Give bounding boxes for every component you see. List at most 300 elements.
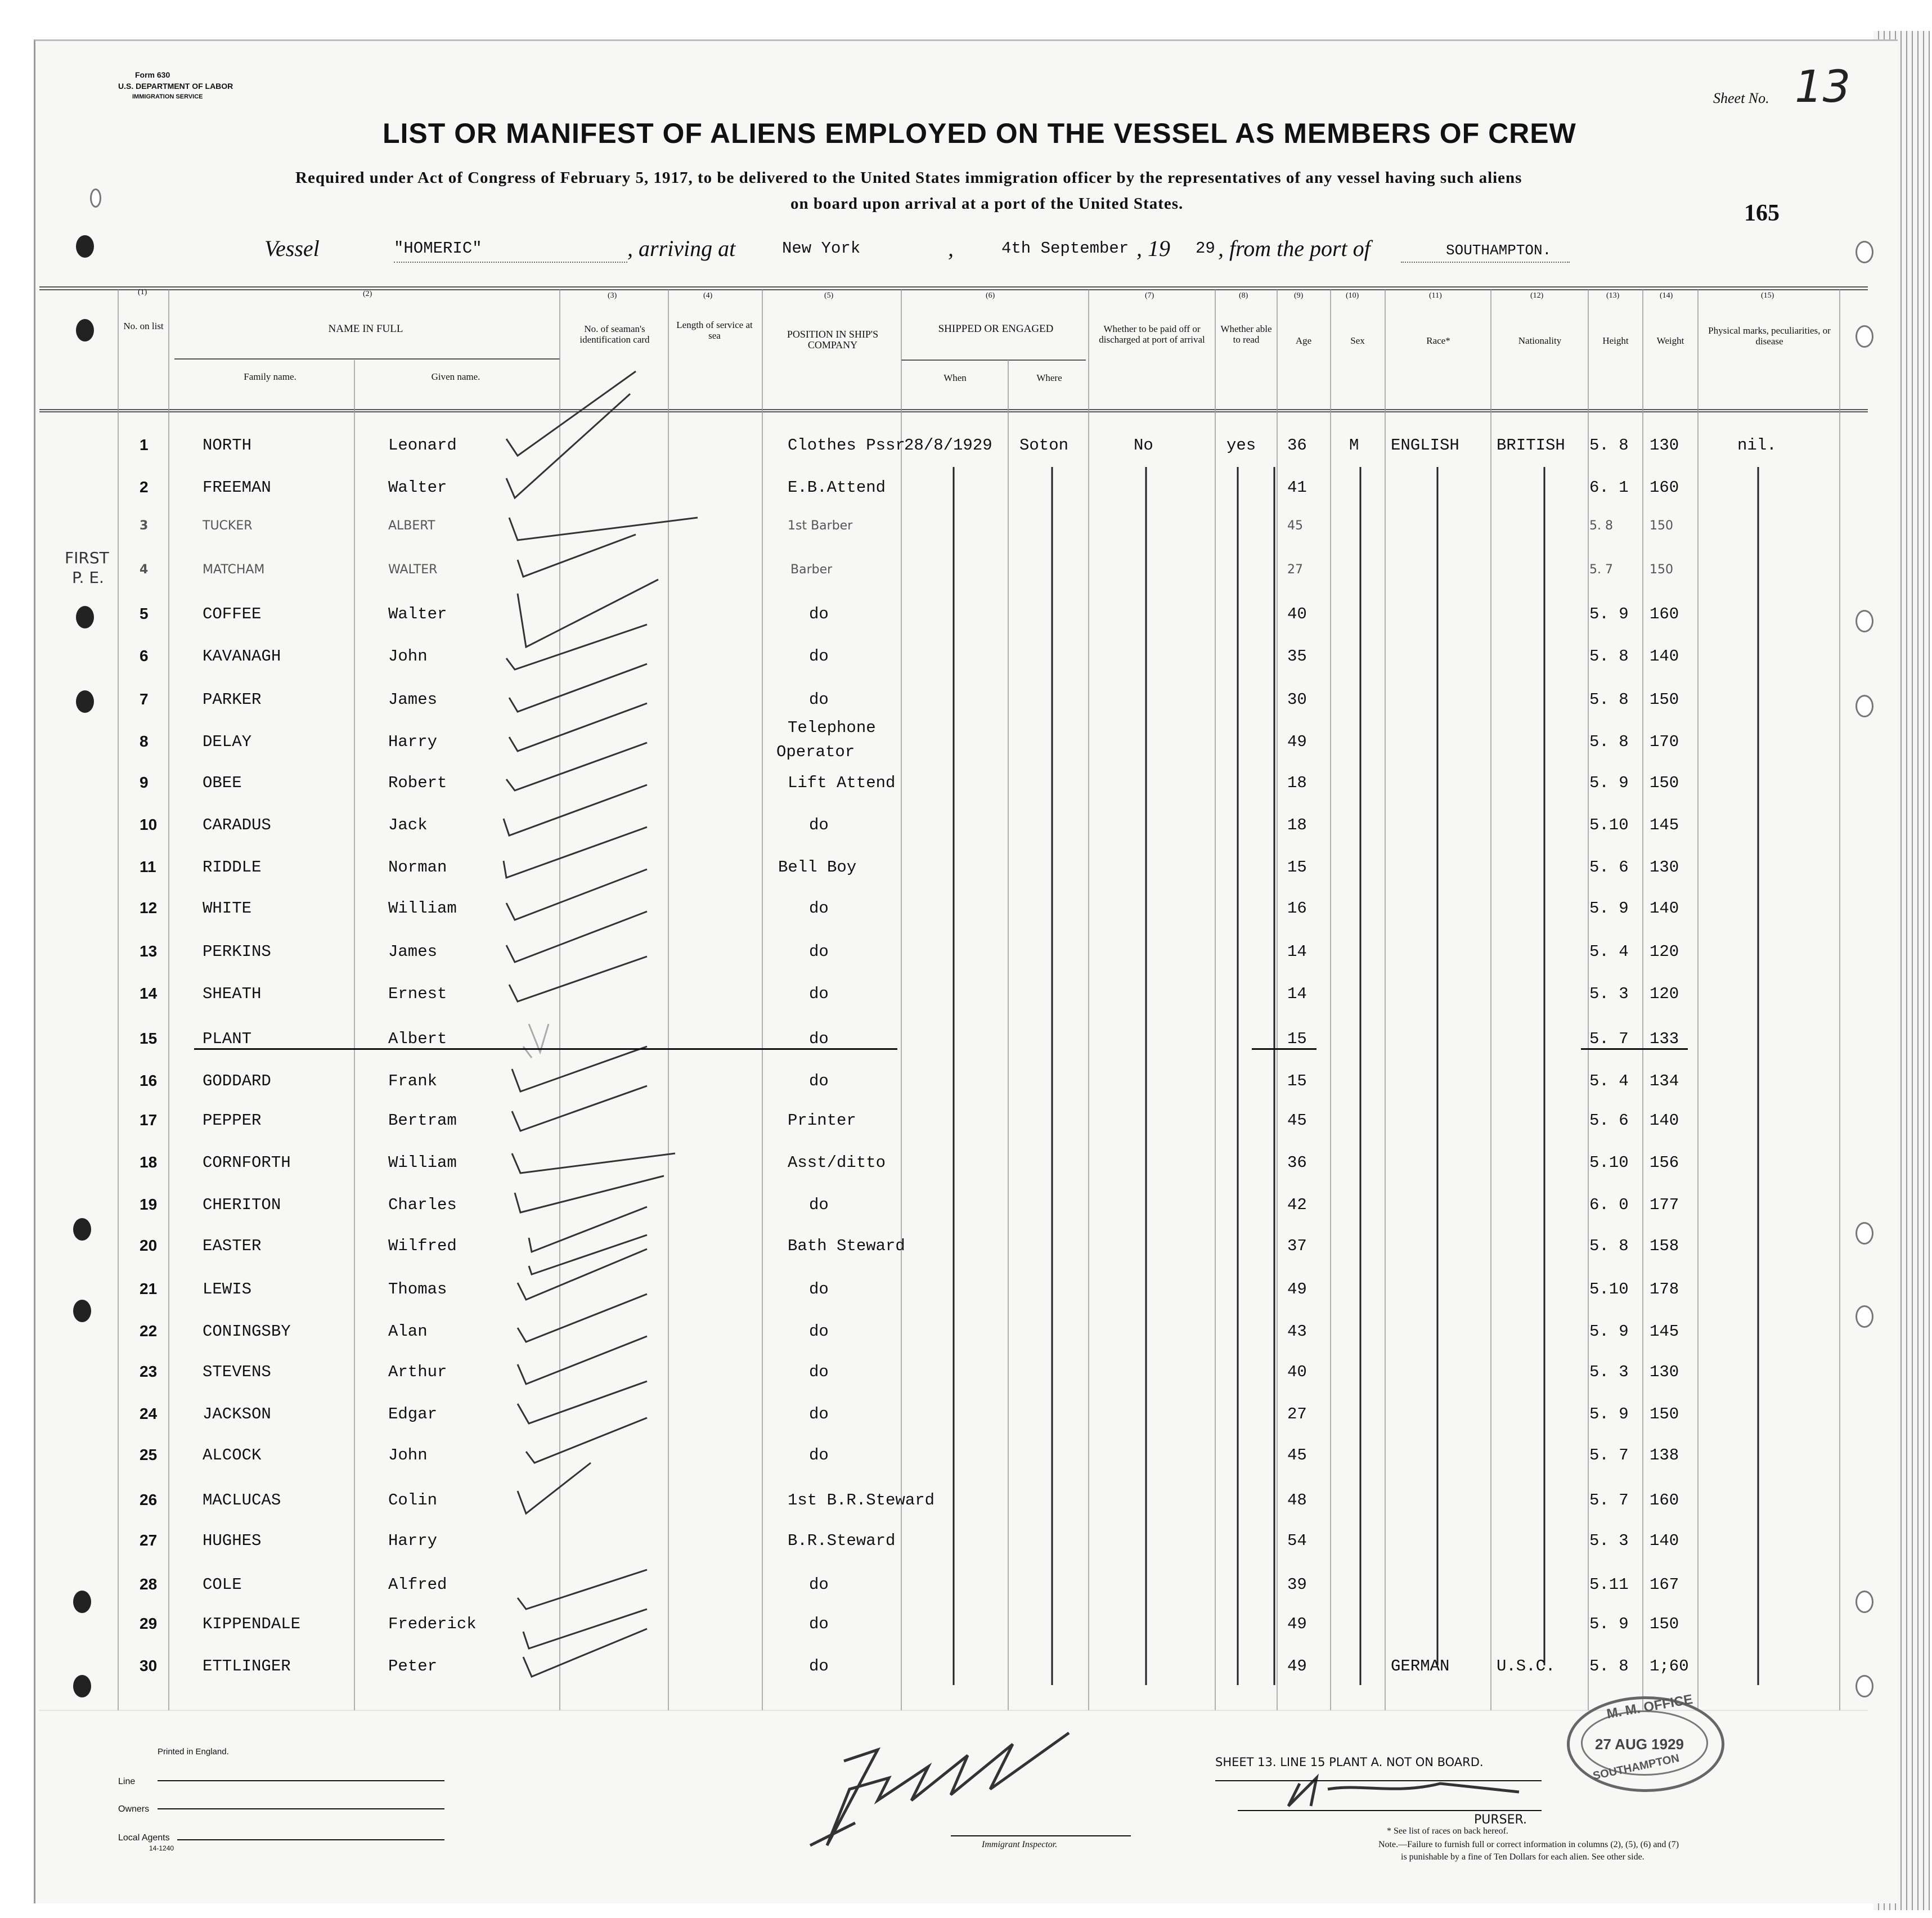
table-row bbox=[0, 1153, 1932, 1195]
cell-age: 14 bbox=[1287, 985, 1307, 1003]
header-when: When bbox=[943, 372, 967, 383]
cell-family: KAVANAGH bbox=[203, 647, 281, 666]
cell-weight: 150 bbox=[1650, 1405, 1679, 1423]
cell-age: 49 bbox=[1287, 1615, 1307, 1633]
cell-weight: 140 bbox=[1650, 1111, 1679, 1130]
header-given: Given name. bbox=[431, 371, 480, 382]
cell-family: PERKINS bbox=[203, 942, 271, 961]
cell-given: ALBERT bbox=[388, 519, 435, 533]
table-row bbox=[0, 816, 1932, 857]
cell-given: Jack bbox=[388, 816, 428, 834]
handwritten-note: SHEET 13. LINE 15 PLANT A. NOT ON BOARD. bbox=[1215, 1755, 1484, 1769]
cell-age: 15 bbox=[1287, 858, 1307, 877]
table-row bbox=[0, 1030, 1932, 1071]
cell-family: WHITE bbox=[203, 899, 252, 918]
col-number: (8) bbox=[1239, 291, 1248, 300]
fine-note-2: is punishable by a fine of Ten Dollars for each alien. See other side. bbox=[1401, 1852, 1645, 1862]
cell-given: Thomas bbox=[388, 1280, 447, 1299]
cell-position: do bbox=[809, 816, 829, 834]
cell-given: Peter bbox=[388, 1657, 438, 1676]
cell-age: 41 bbox=[1287, 478, 1307, 497]
cell-given: Robert bbox=[388, 774, 447, 792]
col-number: (7) bbox=[1145, 291, 1154, 300]
margin-note-first: FIRST bbox=[65, 549, 109, 567]
header-shipped: SHIPPED OR ENGAGED bbox=[938, 323, 1054, 335]
table-row bbox=[0, 1111, 1932, 1153]
cell-age: 45 bbox=[1287, 519, 1303, 533]
header-where: Where bbox=[1036, 372, 1062, 383]
cell-given: Wilfred bbox=[388, 1237, 457, 1255]
form-subtitle-1: Required under Act of Congress of February 5, 1917, to be delivered to the United States immigration officer by the representatives of any vessel having such aliens bbox=[295, 169, 1522, 187]
cell-age: 39 bbox=[1287, 1575, 1307, 1594]
cell-no: 12 bbox=[140, 899, 158, 917]
header-paid-off: Whether to be paid off or discharged at port of arrival bbox=[1099, 324, 1205, 345]
cell-weight: 150 bbox=[1650, 1615, 1679, 1633]
cell-position: do bbox=[809, 985, 829, 1003]
table-row bbox=[0, 519, 1932, 560]
cell-no: 22 bbox=[140, 1322, 158, 1340]
cell-family: JACKSON bbox=[203, 1405, 271, 1423]
cell-no: 2 bbox=[140, 478, 149, 496]
table-row bbox=[0, 605, 1932, 646]
sheet-number: 13 bbox=[1795, 62, 1851, 113]
col-number: (2) bbox=[363, 290, 372, 298]
cell-no: 17 bbox=[140, 1111, 158, 1129]
cell-weight: 134 bbox=[1650, 1072, 1679, 1090]
cell-position: Printer bbox=[788, 1111, 856, 1130]
table-row bbox=[0, 436, 1932, 478]
cell-height: 5. 9 bbox=[1589, 774, 1629, 792]
cell-age: 49 bbox=[1287, 733, 1307, 751]
cell-age: 16 bbox=[1287, 899, 1307, 918]
cell-family: TUCKER bbox=[203, 519, 253, 533]
cell-height: 6. 1 bbox=[1589, 478, 1629, 497]
table-row bbox=[0, 899, 1932, 941]
fine-note-1: Note.—Failure to furnish full or correct information in columns (2), (5), (6) and (7) bbox=[1378, 1840, 1679, 1849]
departure-port: SOUTHAMPTON. bbox=[1446, 242, 1552, 259]
cell-given: William bbox=[388, 899, 457, 918]
cell-age: 40 bbox=[1287, 1363, 1307, 1381]
header-name: NAME IN FULL bbox=[328, 323, 403, 335]
cell-given: Bertram bbox=[388, 1111, 457, 1130]
cell-family: COLE bbox=[203, 1575, 242, 1594]
cell-given: Leonard bbox=[388, 436, 457, 455]
cell-height: 5. 8 bbox=[1589, 647, 1629, 666]
cell-position: do bbox=[809, 899, 829, 918]
col-number: (1) bbox=[138, 288, 147, 297]
cell-position: Barber bbox=[790, 563, 833, 577]
cell-height: 5. 6 bbox=[1589, 1111, 1629, 1130]
cell-sex: M bbox=[1349, 436, 1359, 455]
table-row bbox=[0, 718, 1932, 774]
cell-height: 5. 7 bbox=[1589, 1030, 1629, 1048]
stamp-bottom: SOUTHAMPTON bbox=[1592, 1752, 1681, 1783]
cell-given: Colin bbox=[388, 1491, 438, 1510]
cell-position: Clothes Pssr bbox=[788, 436, 905, 455]
table-row bbox=[0, 1237, 1932, 1278]
cell-weight: 177 bbox=[1650, 1196, 1679, 1214]
cell-family: RIDDLE bbox=[203, 858, 262, 877]
form-subtitle-2: on board upon arrival at a port of the United States. bbox=[790, 195, 1184, 213]
cell-position: do bbox=[809, 1446, 829, 1465]
col-number: (10) bbox=[1346, 291, 1359, 300]
cell-given: Alan bbox=[388, 1322, 428, 1341]
arriving-label: , arriving at bbox=[627, 236, 736, 261]
service: IMMIGRATION SERVICE bbox=[132, 93, 203, 100]
col-number: (14) bbox=[1660, 291, 1673, 300]
cell-height: 5. 4 bbox=[1589, 1072, 1629, 1090]
table-row bbox=[0, 858, 1932, 900]
cell-position: Lift Attend bbox=[788, 774, 896, 792]
cell-no: 10 bbox=[140, 816, 158, 833]
cell-position: Bath Steward bbox=[788, 1237, 905, 1255]
cell-family: CORNFORTH bbox=[203, 1153, 291, 1172]
cell-family: DELAY bbox=[203, 733, 252, 751]
cell-weight: 170 bbox=[1650, 733, 1679, 751]
cell-position-line2: Operator bbox=[776, 743, 855, 761]
cell-position: do bbox=[809, 1615, 829, 1633]
strike-line bbox=[194, 1048, 897, 1050]
table-row bbox=[0, 478, 1932, 520]
cell-height: 5. 7 bbox=[1589, 563, 1613, 577]
cell-weight: 150 bbox=[1650, 519, 1673, 533]
cell-age: 35 bbox=[1287, 647, 1307, 666]
comma: , bbox=[948, 236, 954, 261]
cell-height: 5.10 bbox=[1589, 1153, 1629, 1172]
cell-height: 5. 4 bbox=[1589, 942, 1629, 961]
col-number: (11) bbox=[1429, 291, 1442, 300]
cell-given: James bbox=[388, 942, 438, 961]
cell-family: ETTLINGER bbox=[203, 1657, 291, 1676]
cell-given: Walter bbox=[388, 605, 447, 623]
table-row bbox=[0, 1322, 1932, 1364]
cell-family: NORTH bbox=[203, 436, 252, 455]
cell-position: do bbox=[809, 1196, 829, 1214]
cell-weight: 156 bbox=[1650, 1153, 1679, 1172]
cell-age: 49 bbox=[1287, 1280, 1307, 1299]
cell-given: Arthur bbox=[388, 1363, 447, 1381]
table-row bbox=[0, 1491, 1932, 1533]
cell-age: 45 bbox=[1287, 1446, 1307, 1465]
cell-marks: nil. bbox=[1737, 436, 1777, 455]
stamp-date: 27 AUG 1929 bbox=[1595, 1736, 1684, 1753]
cell-no: 15 bbox=[140, 1030, 158, 1047]
department: U.S. DEPARTMENT OF LABOR bbox=[118, 82, 233, 91]
header-id-card: No. of seaman's identification card bbox=[579, 324, 650, 345]
cell-given: James bbox=[388, 690, 438, 709]
cell-weight: 167 bbox=[1650, 1575, 1679, 1594]
cell-weight: 150 bbox=[1650, 690, 1679, 709]
col-number: (13) bbox=[1606, 291, 1620, 300]
cell-family: KIPPENDALE bbox=[203, 1615, 301, 1633]
cell-weight: 138 bbox=[1650, 1446, 1679, 1465]
cell-height: 5. 3 bbox=[1589, 985, 1629, 1003]
cell-position: do bbox=[809, 647, 829, 666]
cell-height: 6. 0 bbox=[1589, 1196, 1629, 1214]
cell-age: 27 bbox=[1287, 1405, 1307, 1423]
purser-label: PURSER. bbox=[1474, 1813, 1527, 1827]
table-row bbox=[0, 690, 1932, 732]
cell-nat: BRITISH bbox=[1497, 436, 1565, 455]
cell-age: 27 bbox=[1287, 563, 1303, 577]
cell-height: 5. 9 bbox=[1589, 1405, 1629, 1423]
cell-weight: 145 bbox=[1650, 1322, 1679, 1341]
arrival-date: 4th September bbox=[1001, 239, 1129, 258]
cell-no: 1 bbox=[140, 436, 149, 453]
header-age: Age bbox=[1295, 335, 1312, 346]
cell-position: do bbox=[809, 1405, 829, 1423]
table-row bbox=[0, 1405, 1932, 1447]
form-code: 14-1240 bbox=[149, 1844, 174, 1852]
cell-weight: 145 bbox=[1650, 816, 1679, 834]
cell-family: SHEATH bbox=[203, 985, 262, 1003]
cell-weight: 140 bbox=[1650, 647, 1679, 666]
cell-no: 29 bbox=[140, 1615, 158, 1632]
header-weight: Weight bbox=[1656, 335, 1684, 346]
strike-line bbox=[1581, 1048, 1688, 1050]
cell-age: 48 bbox=[1287, 1491, 1307, 1510]
from-label: , from the port of bbox=[1218, 236, 1371, 261]
cell-height: 5.10 bbox=[1589, 816, 1629, 834]
col-number: (4) bbox=[703, 291, 713, 300]
cell-family: MACLUCAS bbox=[203, 1491, 281, 1510]
cell-weight: 160 bbox=[1650, 1491, 1679, 1510]
col-number: (15) bbox=[1761, 291, 1774, 300]
cell-given: Ernest bbox=[388, 985, 447, 1003]
header-sex: Sex bbox=[1350, 335, 1365, 346]
table-row bbox=[0, 1531, 1932, 1573]
cell-no: 27 bbox=[140, 1531, 158, 1549]
cell-no: 9 bbox=[140, 774, 149, 791]
races-note: * See list of races on back hereof. bbox=[1387, 1826, 1508, 1836]
cell-given: William bbox=[388, 1153, 457, 1172]
cell-position: do bbox=[809, 605, 829, 623]
cell-age: 18 bbox=[1287, 774, 1307, 792]
cell-family: CONINGSBY bbox=[203, 1322, 291, 1341]
cell-age: 36 bbox=[1287, 1153, 1307, 1172]
cell-family: HUGHES bbox=[203, 1531, 262, 1550]
cell-weight: 130 bbox=[1650, 858, 1679, 877]
header-read: Whether able to read bbox=[1220, 324, 1272, 345]
cell-height: 5. 8 bbox=[1589, 436, 1629, 455]
cell-position: Telephone bbox=[788, 718, 876, 737]
table-row bbox=[0, 774, 1932, 815]
sheet-label: Sheet No. bbox=[1713, 90, 1769, 106]
cell-read: yes bbox=[1226, 436, 1256, 455]
cell-age: 43 bbox=[1287, 1322, 1307, 1341]
cell-age: 49 bbox=[1287, 1657, 1307, 1676]
cell-height: 5. 8 bbox=[1589, 519, 1613, 533]
cell-weight: 150 bbox=[1650, 774, 1679, 792]
form-number: Form 630 bbox=[135, 70, 170, 79]
owners-label: Owners bbox=[118, 1804, 150, 1814]
inspector-label: Immigrant Inspector. bbox=[982, 1840, 1058, 1849]
cell-position: E.B.Attend bbox=[788, 478, 886, 497]
cell-given: Walter bbox=[388, 478, 447, 497]
cell-age: 42 bbox=[1287, 1196, 1307, 1214]
cell-family: PEPPER bbox=[203, 1111, 262, 1130]
arrival-year: 29 bbox=[1196, 239, 1215, 258]
table-row bbox=[0, 647, 1932, 689]
cell-no: 6 bbox=[140, 647, 149, 664]
cell-weight: 120 bbox=[1650, 942, 1679, 961]
cell-weight: 133 bbox=[1650, 1030, 1679, 1048]
header-family: Family name. bbox=[244, 371, 296, 382]
col-number: (5) bbox=[824, 291, 834, 300]
cell-height: 5. 9 bbox=[1589, 899, 1629, 918]
cell-weight: 140 bbox=[1650, 1531, 1679, 1550]
cell-family: GODDARD bbox=[203, 1072, 271, 1090]
cell-age: 45 bbox=[1287, 1111, 1307, 1130]
cell-weight: 160 bbox=[1650, 605, 1679, 623]
cell-no: 21 bbox=[140, 1280, 158, 1297]
cell-family: CHERITON bbox=[203, 1196, 281, 1214]
cell-race: GERMAN bbox=[1391, 1657, 1450, 1676]
table-row bbox=[0, 1615, 1932, 1656]
cell-height: 5. 8 bbox=[1589, 733, 1629, 751]
cell-paid: No bbox=[1134, 436, 1153, 455]
cell-age: 54 bbox=[1287, 1531, 1307, 1550]
cell-position: do bbox=[809, 1657, 829, 1676]
cell-no: 11 bbox=[140, 858, 156, 875]
arrival-port: New York bbox=[782, 239, 861, 258]
col-number: (6) bbox=[986, 291, 995, 300]
page-number: 165 bbox=[1744, 200, 1780, 226]
cell-height: 5. 8 bbox=[1589, 690, 1629, 709]
cell-weight: 158 bbox=[1650, 1237, 1679, 1255]
cell-given: Harry bbox=[388, 1531, 438, 1550]
cell-height: 5. 6 bbox=[1589, 858, 1629, 877]
cell-position: Bell Boy bbox=[778, 858, 857, 877]
cell-position: 1st B.R.Steward bbox=[788, 1491, 935, 1510]
cell-given: Harry bbox=[388, 733, 438, 751]
cell-height: 5. 8 bbox=[1589, 1237, 1629, 1255]
line-label: Line bbox=[118, 1777, 136, 1786]
cell-age: 36 bbox=[1287, 436, 1307, 455]
stamp-top: M. M. OFFICE bbox=[1605, 1691, 1694, 1722]
cell-given: John bbox=[388, 647, 428, 666]
cell-position: do bbox=[809, 1280, 829, 1299]
cell-height: 5. 3 bbox=[1589, 1531, 1629, 1550]
cell-height: 5.10 bbox=[1589, 1280, 1629, 1299]
table-row bbox=[0, 1196, 1932, 1237]
cell-weight: 150 bbox=[1650, 563, 1673, 577]
table-row bbox=[0, 1363, 1932, 1404]
cell-no: 25 bbox=[140, 1446, 158, 1463]
cell-given: Frederick bbox=[388, 1615, 477, 1633]
table-row bbox=[0, 985, 1932, 1026]
printed-note: Printed in England. bbox=[158, 1747, 229, 1757]
cell-no: 30 bbox=[140, 1657, 158, 1674]
table-row bbox=[0, 1575, 1932, 1617]
vessel-name: "HOMERIC" bbox=[394, 239, 482, 258]
col-number: (3) bbox=[608, 291, 617, 300]
cell-when: 28/8/1929 bbox=[904, 436, 992, 455]
cell-race: ENGLISH bbox=[1391, 436, 1459, 455]
cell-no: 13 bbox=[140, 942, 158, 960]
cell-no: 3 bbox=[140, 519, 149, 533]
strike-line bbox=[1252, 1048, 1317, 1050]
cell-height: 5. 7 bbox=[1589, 1491, 1629, 1510]
col-number: (9) bbox=[1294, 291, 1304, 300]
cell-height: 5. 7 bbox=[1589, 1446, 1629, 1465]
cell-no: 24 bbox=[140, 1405, 158, 1422]
cell-given: Edgar bbox=[388, 1405, 438, 1423]
cell-height: 5. 8 bbox=[1589, 1657, 1629, 1676]
cell-given: Norman bbox=[388, 858, 447, 877]
cell-family: ALCOCK bbox=[203, 1446, 262, 1465]
cell-position: do bbox=[809, 1363, 829, 1381]
header-service: Length of service at sea bbox=[676, 320, 753, 341]
cell-family: PLANT bbox=[203, 1030, 252, 1048]
cell-no: 7 bbox=[140, 690, 149, 708]
cell-family: MATCHAM bbox=[203, 563, 265, 577]
cell-position: do bbox=[809, 942, 829, 961]
cell-family: FREEMAN bbox=[203, 478, 271, 497]
cell-weight: 140 bbox=[1650, 899, 1679, 918]
table-row bbox=[0, 563, 1932, 604]
cell-family: COFFEE bbox=[203, 605, 262, 623]
cell-no: 26 bbox=[140, 1491, 158, 1508]
col-number: (12) bbox=[1530, 291, 1544, 300]
margin-note-pe: P. E. bbox=[72, 568, 104, 587]
cell-weight: 130 bbox=[1650, 436, 1679, 455]
cell-height: 5. 9 bbox=[1589, 1615, 1629, 1633]
cell-no: 14 bbox=[140, 985, 158, 1002]
form-title: LIST OR MANIFEST OF ALIENS EMPLOYED ON THE VESSEL AS MEMBERS OF CREW bbox=[383, 118, 1576, 149]
cell-weight: 130 bbox=[1650, 1363, 1679, 1381]
cell-given: Albert bbox=[388, 1030, 447, 1048]
agents-label: Local Agents bbox=[118, 1833, 170, 1843]
cell-position: do bbox=[809, 1322, 829, 1341]
cell-given: Frank bbox=[388, 1072, 438, 1090]
cell-no: 23 bbox=[140, 1363, 158, 1380]
cell-height: 5. 3 bbox=[1589, 1363, 1629, 1381]
table-row bbox=[0, 1280, 1932, 1322]
cell-where: Soton bbox=[1019, 436, 1069, 455]
cell-no: 19 bbox=[140, 1196, 158, 1213]
header-no: No. on list bbox=[123, 321, 164, 331]
header-height: Height bbox=[1602, 335, 1629, 346]
cell-family: CARADUS bbox=[203, 816, 271, 834]
cell-given: John bbox=[388, 1446, 428, 1465]
cell-family: STEVENS bbox=[203, 1363, 271, 1381]
vessel-label: Vessel bbox=[264, 236, 320, 261]
cell-no: 16 bbox=[140, 1072, 158, 1089]
cell-height: 5.11 bbox=[1589, 1575, 1629, 1594]
cell-given: WALTER bbox=[388, 563, 438, 577]
cell-age: 15 bbox=[1287, 1030, 1307, 1048]
table-row bbox=[0, 942, 1932, 984]
cell-position: Asst/ditto bbox=[788, 1153, 886, 1172]
cell-family: EASTER bbox=[203, 1237, 262, 1255]
cell-nat: U.S.C. bbox=[1497, 1657, 1556, 1676]
cell-position: do bbox=[809, 1575, 829, 1594]
cell-family: LEWIS bbox=[203, 1280, 252, 1299]
cell-height: 5. 9 bbox=[1589, 605, 1629, 623]
cell-position: B.R.Steward bbox=[788, 1531, 896, 1550]
cell-position: do bbox=[809, 1072, 829, 1090]
table-row bbox=[0, 1657, 1932, 1699]
cell-no: 28 bbox=[140, 1575, 158, 1593]
cell-no: 8 bbox=[140, 733, 149, 750]
cell-weight: 178 bbox=[1650, 1280, 1679, 1299]
table-row bbox=[0, 1072, 1932, 1113]
cell-no: 18 bbox=[140, 1153, 158, 1171]
cell-position: 1st Barber bbox=[788, 519, 853, 533]
cell-age: 30 bbox=[1287, 690, 1307, 709]
cell-position: do bbox=[809, 1030, 829, 1048]
